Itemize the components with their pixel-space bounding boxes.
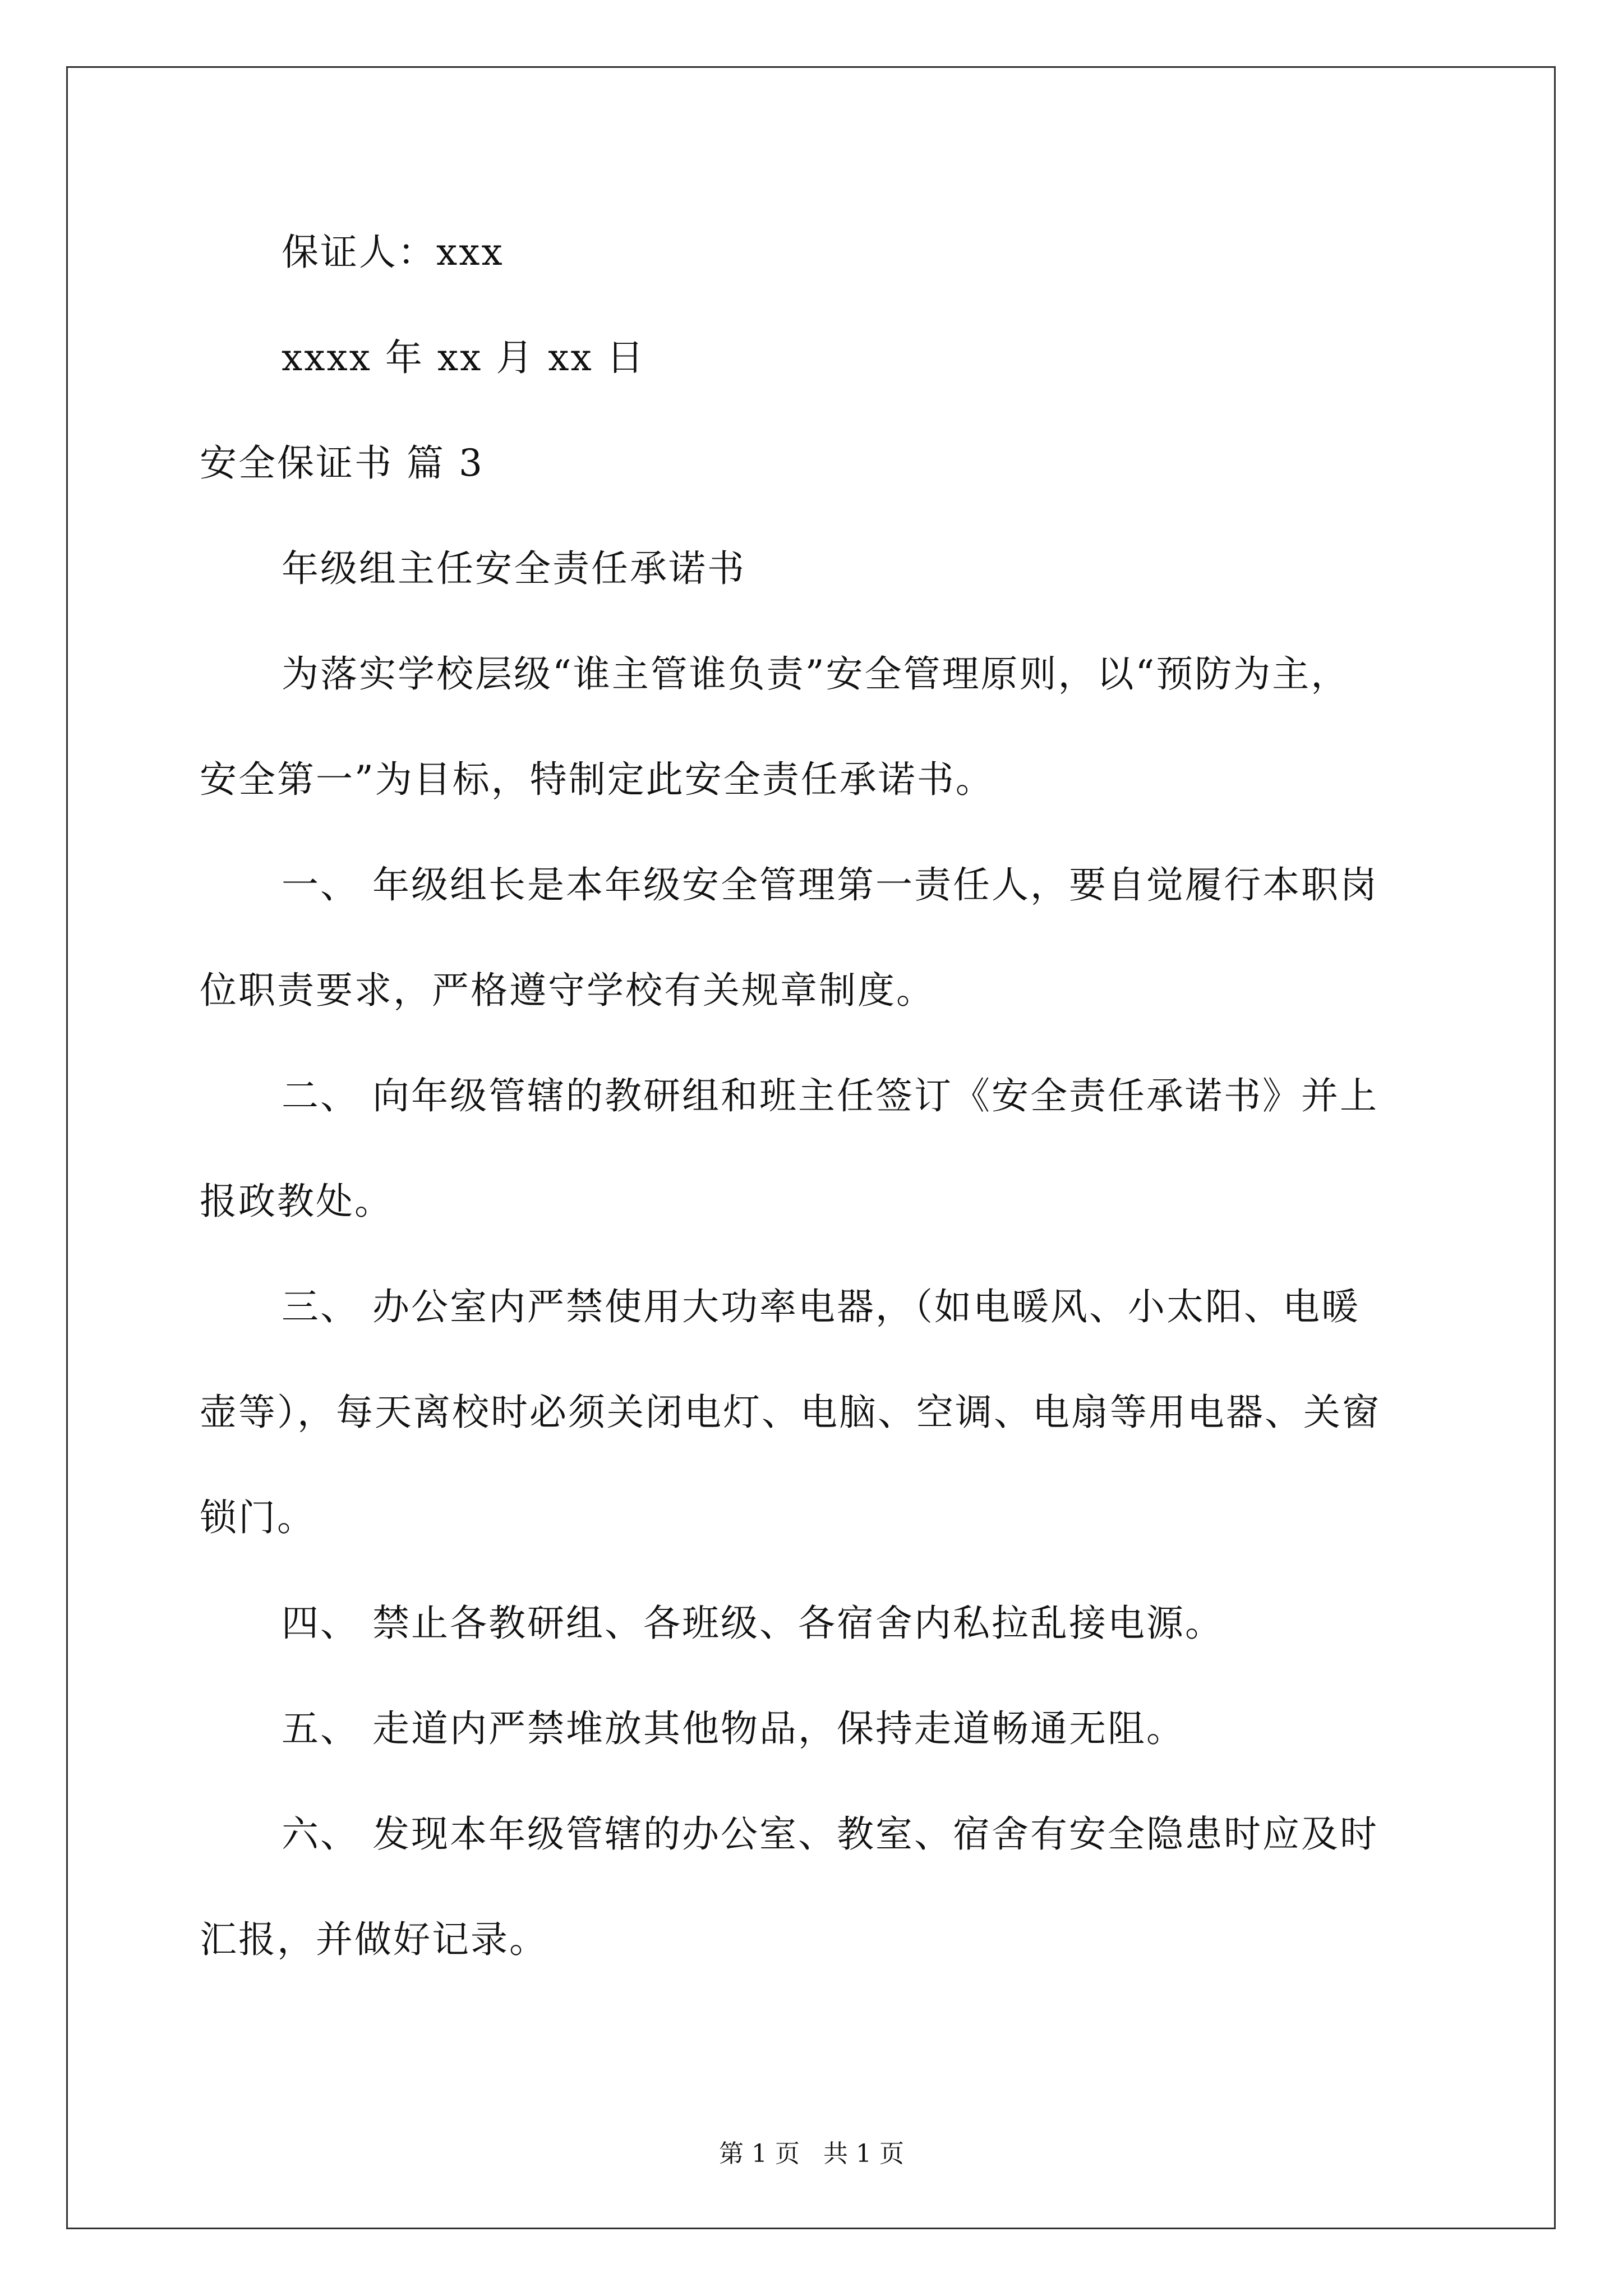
page-border bbox=[66, 66, 1556, 2229]
item-1-line-1: 一、 年级组长是本年级安全管理第一责任人，要自觉履行本职岗 bbox=[282, 863, 1378, 907]
intro-line-1: 为落实学校层级“谁主管谁负责”安全管理原则，以“预防为主， bbox=[282, 652, 1350, 696]
page-number-footer: 第 1 页 共 1 页 bbox=[719, 2139, 904, 2168]
guarantor-line: 保证人：xxx bbox=[282, 231, 504, 274]
date-line: xxxx 年 xx 月 xx 日 bbox=[282, 336, 645, 379]
item-2-line-2: 报政教处。 bbox=[200, 1180, 393, 1223]
item-4-line-1: 四、 禁止各教研组、各班级、各宿舍内私拉乱接电源。 bbox=[282, 1602, 1224, 1645]
item-3-line-2: 壶等），每天离校时必须关闭电灯、电脑、空调、电扇等用电器、关窗 bbox=[200, 1391, 1381, 1434]
item-6-line-1: 六、 发现本年级管辖的办公室、教室、宿舍有安全隐患时应及时 bbox=[282, 1812, 1378, 1856]
item-3-line-3: 锁门。 bbox=[200, 1496, 316, 1539]
item-5-line-1: 五、 走道内严禁堆放其他物品，保持走道畅通无阻。 bbox=[282, 1707, 1185, 1750]
item-2-line-1: 二、 向年级管辖的教研组和班主任签订《安全责任承诺书》并上 bbox=[282, 1074, 1378, 1117]
section-heading: 安全保证书 篇 3 bbox=[200, 441, 484, 485]
document-title: 年级组主任安全责任承诺书 bbox=[282, 547, 746, 590]
intro-line-2: 安全第一”为目标，特制定此安全责任承诺书。 bbox=[200, 758, 994, 801]
item-1-line-2: 位职责要求，严格遵守学校有关规章制度。 bbox=[200, 969, 935, 1012]
item-3-line-1: 三、 办公室内严禁使用大功率电器，（如电暖风、小太阳、电暖 bbox=[282, 1285, 1360, 1328]
item-6-line-2: 汇报，并做好记录。 bbox=[200, 1918, 548, 1961]
